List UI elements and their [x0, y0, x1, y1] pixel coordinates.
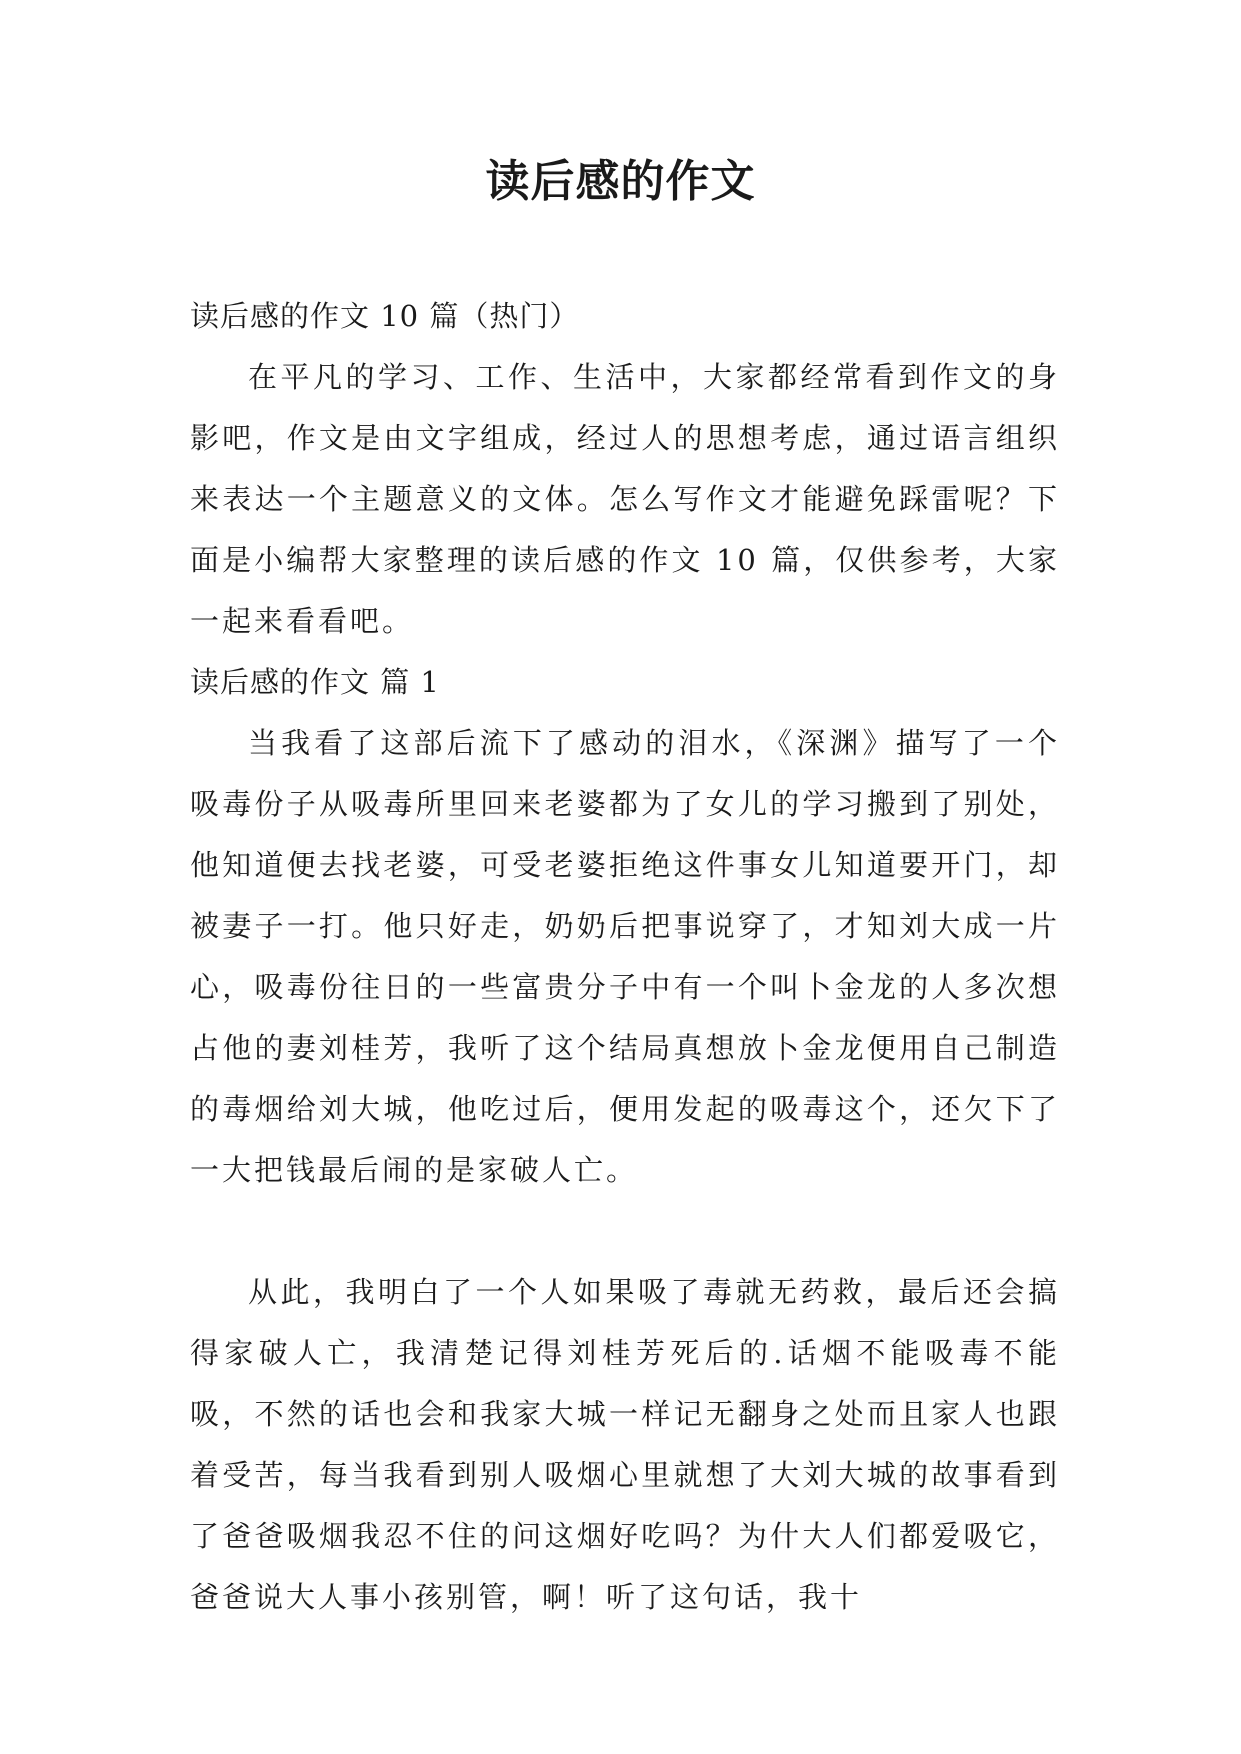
document-body — [190, 286, 1060, 1628]
document-subtitle: 读后感的作文 10 篇（热门） — [190, 299, 580, 333]
body-paragraph-2: 从此，我明白了一个人如果吸了毒就无药救，最后还会搞得家破人亡，我清楚记得刘桂芳死后的.话烟不能吸毒不能吸，不然的话也会和我家大城一样记无翻身之处而且家人也跟着受苦，每当我看到别人吸烟心里就想了大刘大城的故事看到了爸爸吸烟我忍不住的问这烟好吃吗？为什大人们都爱吸它，爸爸说大人事小孩别管，啊！听了这句话，我十 — [190, 1275, 1060, 1614]
body-paragraph-1: 当我看了这部后流下了感动的泪水，《深渊》描写了一个吸毒份子从吸毒所里回来老婆都为了女儿的学习搬到了别处，他知道便去找老婆，可受老婆拒绝这件事女儿知道要开门，却被妻子一打。他只好走，奶奶后把事说穿了，才知刘大成一片心，吸毒份往日的一些富贵分子中有一个叫卜金龙的人多次想占他的妻刘桂芳，我听了这个结局真想放卜金龙便用自己制造的毒烟给刘大城，他吃过后，便用发起的吸毒这个，还欠下了一大把钱最后闹的是家破人亡。 — [190, 726, 1060, 1187]
section-heading: 读后感的作文 篇 1 — [190, 665, 440, 699]
paragraph-spacer — [190, 1201, 1060, 1262]
document-title: 读后感的作文 — [485, 156, 756, 207]
intro-paragraph: 在平凡的学习、工作、生活中，大家都经常看到作文的身影吧，作文是由文字组成，经过人的思想考虑，通过语言组织来表达一个主题意义的文体。怎么写作文才能避免踩雷呢？下面是小编帮大家整理的读后感的作文 10 篇，仅供参考，大家一起来看看吧。 — [190, 360, 1060, 638]
